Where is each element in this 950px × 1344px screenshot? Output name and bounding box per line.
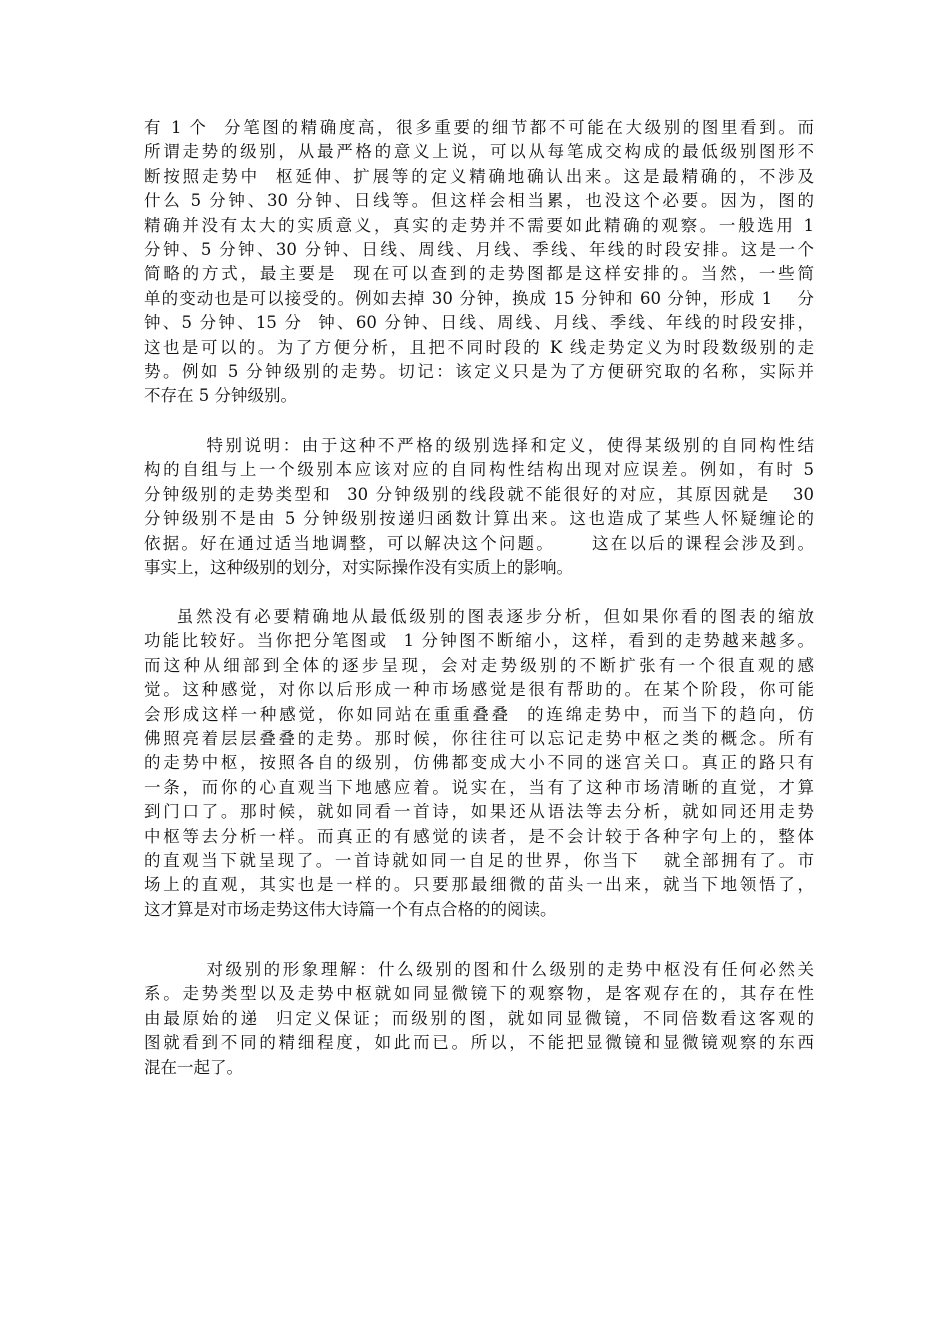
text-line: 对级别的形象理解：什么级别的图和什么级别的走势中枢没有任何必然关	[144, 960, 814, 979]
text-line: 佛照亮着层层叠叠的走势。那时候，你往往可以忘记走势中枢之类的概念。所有	[144, 728, 814, 748]
text-line: 这才算是对市场走势这伟大诗篇一个有点合格的的阅读。	[144, 899, 557, 919]
text-line: 精确并没有太大的实质意义，真实的走势并不需要如此精确的观察。一般选用 1	[144, 215, 814, 235]
text-line: 特别说明：由于这种不严格的级别选择和定义，使得某级别的自同构性结	[144, 436, 814, 455]
text-line: 所谓走势的级别，从最严格的意义上说，可以从每笔成交构成的最低级别图形不	[144, 142, 814, 162]
text-line: 场上的直观，其实也是一样的。只要那最细微的苗头一出来，就当下地领悟了，	[144, 875, 814, 895]
text-line: 到门口了。那时候，就如同看一首诗，如果还从语法等去分析，就如同还用走势	[144, 802, 814, 822]
text-line: 一条，而你的心直观当下地感应着。说实在，当有了这种市场清晰的直觉，才算	[144, 777, 814, 797]
text-line: 事实上，这种级别的划分，对实际操作没有实质上的影响。	[144, 557, 573, 577]
text-line: 这也是可以的。为了方便分析，且把不同时段的 K 线走势定义为时段数级别的走	[144, 337, 814, 357]
text-line: 分钟级别不是由 5 分钟级别按递归函数计算出来。这也造成了某些人怀疑缠论的	[144, 509, 814, 529]
text-line: 势。例如 5 分钟级别的走势。切记：该定义只是为了方便研究取的名称，实际并	[144, 361, 814, 381]
text-line: 由最原始的递 归定义保证；而级别的图，就如同显微镜，不同倍数看这客观的	[144, 1008, 814, 1028]
paragraph-special-note	[144, 434, 814, 580]
paragraph-market-intuition	[144, 605, 814, 922]
text-line: 而这种从细部到全体的逐步呈现，会对走势级别的不断扩张有一个很直观的感	[144, 655, 814, 675]
text-line: 中枢等去分析一样。而真正的有感觉的读者，是不会计较于各种字句上的，整体	[144, 826, 814, 846]
text-line: 单的变动也是可以接受的。例如去掉 30 分钟，换成 15 分钟和 60 分钟，形成 1 分	[144, 288, 814, 308]
text-line: 图就看到不同的精细程度，如此而已。所以，不能把显微镜和显微镜观察的东西	[144, 1033, 814, 1053]
text-line: 什么 5 分钟、30 分钟、日线等。但这样会相当累，也没这个必要。因为，图的	[144, 191, 814, 211]
text-line: 构的自组与上一个级别本应该对应的自同构性结构出现对应误差。例如，有时 5	[144, 460, 814, 480]
text-line: 分钟、5 分钟、30 分钟、日线、周线、月线、季线、年线的时段安排。这是一个	[144, 239, 814, 259]
text-line: 有 1 个 分笔图的精确度高，很多重要的细节都不可能在大级别的图里看到。而	[144, 118, 814, 137]
text-line: 不存在 5 分钟级别。	[144, 386, 297, 406]
text-line: 系。走势类型以及走势中枢就如同显微镜下的观察物，是客观存在的，其存在性	[144, 984, 814, 1004]
text-line: 依据。好在通过适当地调整，可以解决这个问题。 这在以后的课程会涉及到。	[144, 533, 814, 553]
text-line: 虽然没有必要精确地从最低级别的图表逐步分析，但如果你看的图表的缩放	[144, 607, 814, 626]
text-line: 的直观当下就呈现了。一首诗就如同一自足的世界，你当下 就全部拥有了。市	[144, 850, 814, 870]
text-line: 简略的方式，最主要是 现在可以查到的走势图都是这样安排的。当然，一些简	[144, 264, 814, 284]
text-line: 功能比较好。当你把分笔图或 1 分钟图不断缩小，这样，看到的走势越来越多。	[144, 631, 814, 651]
text-line: 会形成这样一种感觉，你如同站在重重叠叠 的连绵走势中，而当下的趋向，仿	[144, 704, 814, 724]
text-line: 混在一起了。	[144, 1057, 243, 1077]
text-line: 觉。这种感觉，对你以后形成一种市场感觉是很有帮助的。在某个阶段，你可能	[144, 680, 814, 700]
text-line: 的走势中枢，按照各自的级别，仿佛都变成大小不同的迷宫关口。真正的路只有	[144, 753, 814, 773]
text-line: 断按照走势中 枢延伸、扩展等的定义精确地确认出来。这是最精确的，不涉及	[144, 166, 814, 186]
text-line: 分钟级别的走势类型和 30 分钟级别的线段就不能很好的对应，其原因就是 30	[144, 484, 814, 504]
paragraph-timeframes	[144, 116, 814, 409]
paragraph-level-metaphor	[144, 958, 814, 1080]
text-line: 钟、5 分钟、15 分 钟、60 分钟、日线、周线、月线、季线、年线的时段安排，	[144, 313, 814, 333]
